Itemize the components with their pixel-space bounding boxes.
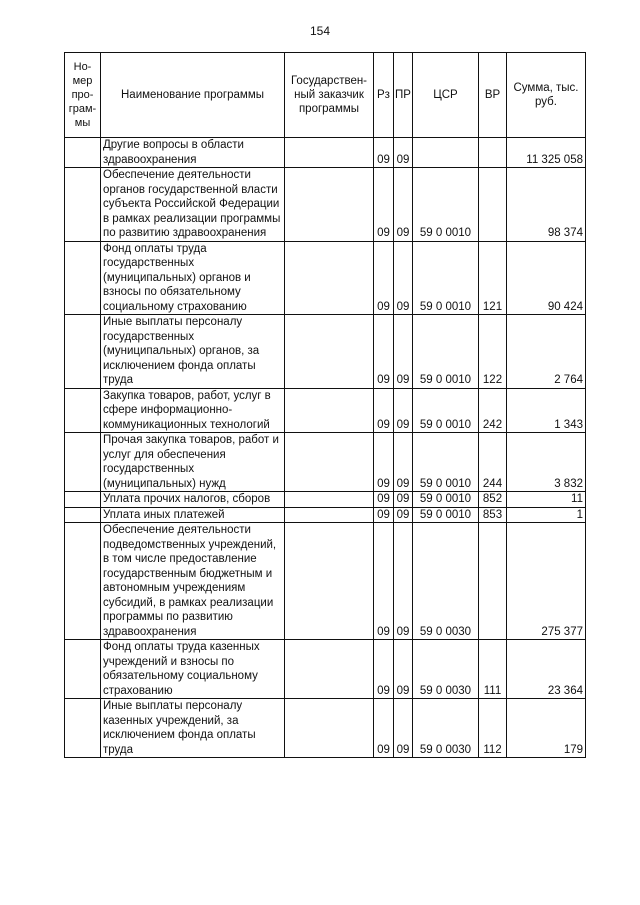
cell-pr: 09 <box>394 168 413 242</box>
cell-number <box>65 492 101 508</box>
cell-csr: 59 0 0010 <box>413 388 479 433</box>
cell-pr: 09 <box>394 640 413 699</box>
cell-customer <box>285 433 374 492</box>
cell-number <box>65 640 101 699</box>
cell-rz: 09 <box>374 699 394 758</box>
cell-pr: 09 <box>394 315 413 389</box>
cell-pr: 09 <box>394 388 413 433</box>
cell-csr: 59 0 0010 <box>413 507 479 523</box>
col-header-sum: Сумма, тыс. руб. <box>507 53 586 138</box>
cell-customer <box>285 168 374 242</box>
cell-rz: 09 <box>374 523 394 640</box>
table-row <box>65 492 586 508</box>
table-row <box>65 640 586 699</box>
cell-csr: 59 0 0030 <box>413 640 479 699</box>
page-number: 154 <box>309 24 331 38</box>
cell-csr: 59 0 0010 <box>413 315 479 389</box>
cell-number <box>65 315 101 389</box>
table-row <box>65 699 586 758</box>
table-row <box>65 507 586 523</box>
table-row <box>65 168 586 242</box>
cell-csr: 59 0 0010 <box>413 168 479 242</box>
cell-name: Закупка товаров, работ, услуг в сфере информационно-коммуникационных технологий <box>101 388 285 433</box>
cell-sum: 179 <box>507 699 586 758</box>
col-header-rz: Рз <box>374 53 394 138</box>
cell-rz: 09 <box>374 492 394 508</box>
cell-name: Обеспечение деятельности органов государственной власти субъекта Российской Федерации в рамках реализации программы по развитию здравоохранения <box>101 168 285 242</box>
table-row <box>65 241 586 315</box>
cell-pr: 09 <box>394 138 413 168</box>
col-header-number: Но-мер про-грам-мы <box>65 53 101 138</box>
cell-vr <box>479 523 507 640</box>
cell-pr: 09 <box>394 492 413 508</box>
table-row <box>65 388 586 433</box>
cell-vr <box>479 168 507 242</box>
cell-name: Иные выплаты персоналу государственных (муниципальных) органов, за исключением фонда оплаты труда <box>101 315 285 389</box>
col-header-name: Наименование программы <box>101 53 285 138</box>
cell-rz: 09 <box>374 315 394 389</box>
cell-rz: 09 <box>374 388 394 433</box>
col-header-vr: ВР <box>479 53 507 138</box>
cell-name: Обеспечение деятельности подведомственных учреждений, в том числе предоставление государственным бюджетным и автономным учреждениям субсидий, в рамках реализации программы по развитию здравоохранения <box>101 523 285 640</box>
cell-sum: 11 <box>507 492 586 508</box>
cell-csr: 59 0 0010 <box>413 492 479 508</box>
cell-number <box>65 168 101 242</box>
table-row <box>65 315 586 389</box>
cell-sum: 23 364 <box>507 640 586 699</box>
cell-number <box>65 138 101 168</box>
cell-csr: 59 0 0010 <box>413 433 479 492</box>
cell-csr: 59 0 0030 <box>413 523 479 640</box>
cell-number <box>65 699 101 758</box>
cell-customer <box>285 315 374 389</box>
cell-vr: 111 <box>479 640 507 699</box>
cell-number <box>65 388 101 433</box>
cell-number <box>65 523 101 640</box>
cell-sum: 90 424 <box>507 241 586 315</box>
budget-table <box>64 52 586 758</box>
cell-rz: 09 <box>374 640 394 699</box>
cell-vr: 121 <box>479 241 507 315</box>
cell-sum: 11 325 058 <box>507 138 586 168</box>
cell-csr: 59 0 0030 <box>413 699 479 758</box>
cell-sum: 2 764 <box>507 315 586 389</box>
cell-number <box>65 241 101 315</box>
cell-vr: 242 <box>479 388 507 433</box>
cell-sum: 3 832 <box>507 433 586 492</box>
cell-pr: 09 <box>394 241 413 315</box>
cell-name: Уплата иных платежей <box>101 507 285 523</box>
cell-vr: 853 <box>479 507 507 523</box>
cell-number <box>65 433 101 492</box>
header-row <box>65 53 586 138</box>
cell-rz: 09 <box>374 138 394 168</box>
table-row <box>65 138 586 168</box>
cell-csr: 59 0 0010 <box>413 241 479 315</box>
cell-name: Прочая закупка товаров, работ и услуг для обеспечения государственных (муниципальных) нужд <box>101 433 285 492</box>
col-header-csr: ЦСР <box>413 53 479 138</box>
cell-customer <box>285 241 374 315</box>
cell-name: Фонд оплаты труда государственных (муниципальных) органов и взносы по обязательному социальному страхованию <box>101 241 285 315</box>
cell-rz: 09 <box>374 241 394 315</box>
cell-name: Фонд оплаты труда казенных учреждений и взносы по обязательному социальному страхованию <box>101 640 285 699</box>
cell-vr: 112 <box>479 699 507 758</box>
cell-customer <box>285 699 374 758</box>
cell-name: Иные выплаты персоналу казенных учреждений, за исключением фонда оплаты труда <box>101 699 285 758</box>
table-row <box>65 433 586 492</box>
col-header-pr: ПР <box>394 53 413 138</box>
cell-vr: 122 <box>479 315 507 389</box>
cell-name: Уплата прочих налогов, сборов <box>101 492 285 508</box>
cell-vr: 852 <box>479 492 507 508</box>
cell-customer <box>285 507 374 523</box>
cell-sum: 1 343 <box>507 388 586 433</box>
cell-name: Другие вопросы в области здравоохранения <box>101 138 285 168</box>
cell-csr <box>413 138 479 168</box>
cell-sum: 1 <box>507 507 586 523</box>
cell-sum: 98 374 <box>507 168 586 242</box>
cell-customer <box>285 492 374 508</box>
col-header-customer: Государствен-ный заказчик программы <box>285 53 374 138</box>
cell-pr: 09 <box>394 507 413 523</box>
cell-rz: 09 <box>374 433 394 492</box>
cell-rz: 09 <box>374 507 394 523</box>
cell-sum: 275 377 <box>507 523 586 640</box>
cell-customer <box>285 138 374 168</box>
cell-rz: 09 <box>374 168 394 242</box>
cell-pr: 09 <box>394 699 413 758</box>
cell-number <box>65 507 101 523</box>
cell-customer <box>285 640 374 699</box>
cell-vr <box>479 138 507 168</box>
cell-customer <box>285 523 374 640</box>
cell-pr: 09 <box>394 433 413 492</box>
table-row <box>65 523 586 640</box>
cell-vr: 244 <box>479 433 507 492</box>
cell-pr: 09 <box>394 523 413 640</box>
cell-customer <box>285 388 374 433</box>
